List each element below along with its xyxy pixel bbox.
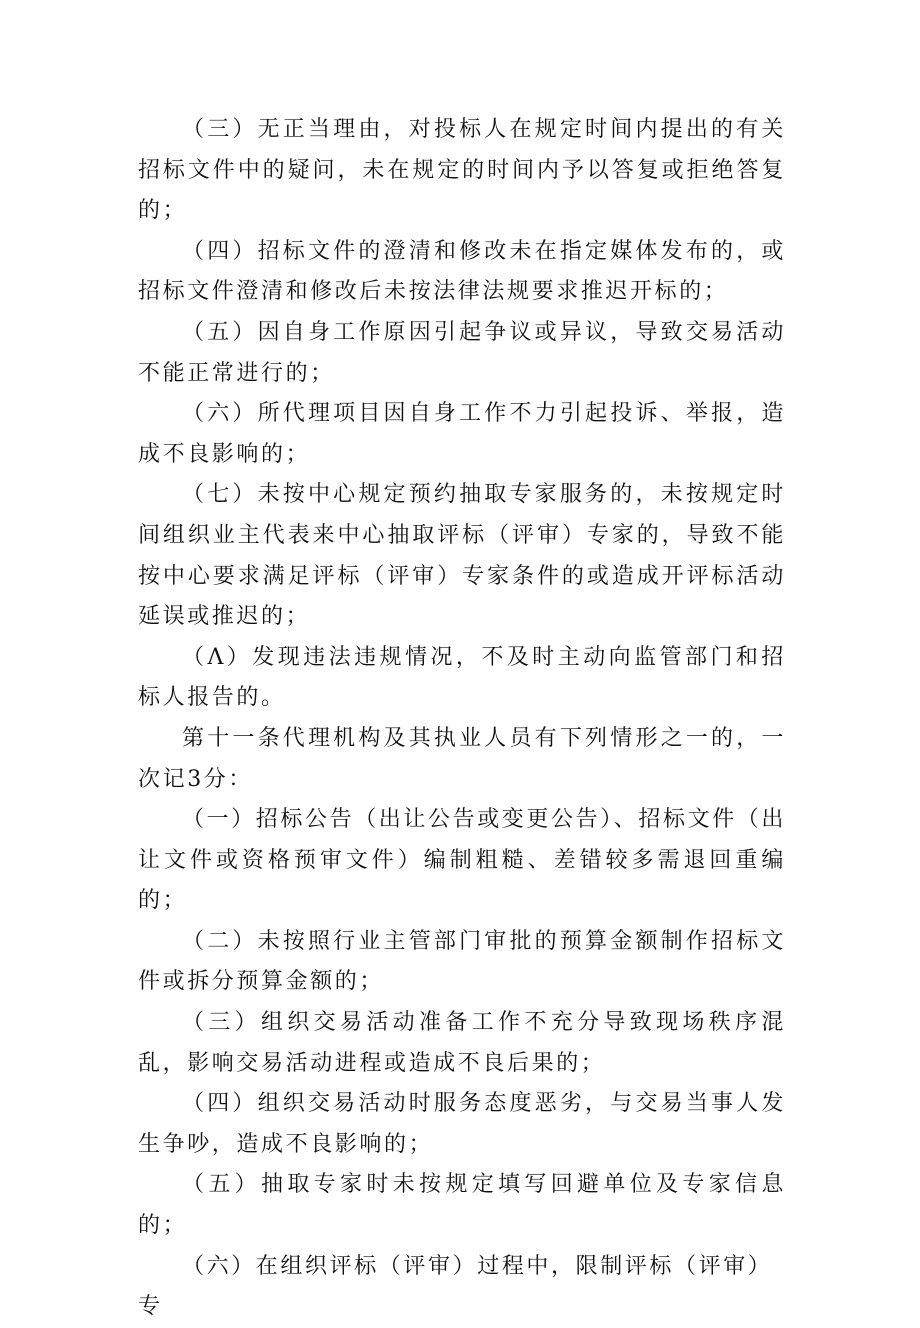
article-11-item-1: （一）招标公告（出让公告或变更公告）、招标文件（出让文件或资格预审文件）编制粗糙、差错较多需退回重编的； xyxy=(138,807,787,914)
article-11-item-4: （四）组织交易活动时服务态度恶劣，与交易当事人发生争吵，造成不良影响的； xyxy=(138,1091,786,1157)
article-11-item-2: （二）未按照行业主管部门审批的预算金额制作招标文件或拆分预算金额的； xyxy=(138,928,786,995)
paragraph-item-3: （三）无正当理由，对投标人在规定时间内提出的有关招标文件中的疑问，未在规定的时间内予以答复或拒绝答复的； xyxy=(138,117,786,224)
paragraph-item-5: （五）因自身工作原因引起争议或异议，导致交易活动不能正常进行的； xyxy=(138,319,786,386)
article-11-item-3: （三）组织交易活动准备工作不充分导致现场秩序混乱，影响交易活动进程或造成不良后果的； xyxy=(138,1010,786,1076)
paragraph-item-6: （六）所代理项目因自身工作不力引起投诉、举报，造成不良影响的； xyxy=(138,401,786,467)
document-body xyxy=(138,110,786,1328)
article-11-item-6: （六）在组织评标（评审）过程中，限制评标（评审）专 xyxy=(138,1253,773,1320)
paragraph-item-7: （七）未按中心规定预约抽取专家服务的，未按规定时间组织业主代表来中心抽取评标（评审）专家的，导致不能按中心要求满足评标（评审）专家条件的或造成开评标活动延误或推迟的； xyxy=(138,482,786,630)
paragraph-item-4: （四）招标文件的澄清和修改未在指定媒体发布的，或招标文件澄清和修改后未按法律法规要求推迟开标的； xyxy=(138,238,786,305)
article-11-item-5: （五）抽取专家时未按规定填写回避单位及专家信息的； xyxy=(138,1172,786,1239)
article-11-heading: 第十一条代理机构及其执业人员有下列情形之一的，一次记3分： xyxy=(138,725,786,792)
paragraph-item-8: （Λ）发现违法违规情况，不及时主动向监管部门和招标人报告的。 xyxy=(138,644,786,711)
